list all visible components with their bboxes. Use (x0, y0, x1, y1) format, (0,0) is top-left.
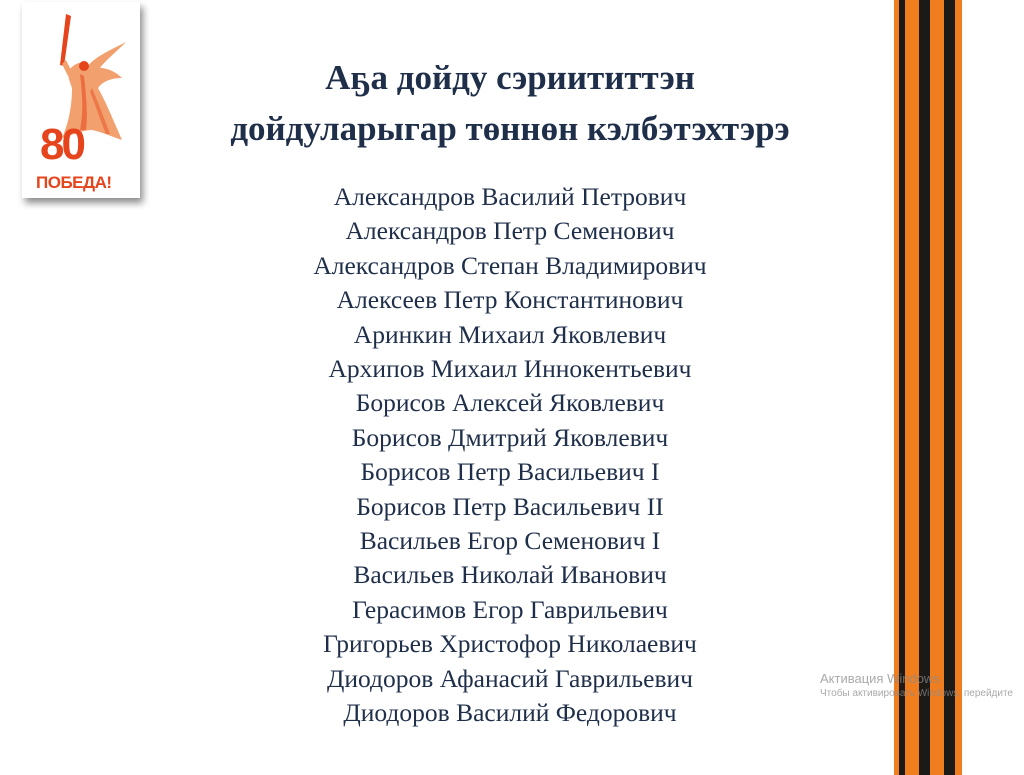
list-item: Борисов Петр Васильевич I (360, 457, 660, 487)
list-item: Аринкин Михаил Яковлевич (353, 319, 667, 349)
list-item: Васильев Егор Семенович I (359, 526, 661, 556)
windows-activation-watermark (820, 670, 1024, 701)
list-item: Диодоров Афанасий Гаврильевич (327, 663, 693, 693)
list-item: Диодоров Василий Федорович (343, 698, 677, 728)
st-george-ribbon (894, 0, 962, 775)
title-line-1: Аҕа дойду сэриититтэн (325, 58, 695, 97)
page-title (170, 52, 850, 154)
list-item: Григорьев Христофор Николаевич (323, 629, 697, 659)
names-list (230, 180, 790, 731)
list-item: Алексеев Петр Константинович (336, 285, 684, 315)
list-item: Александров Степан Владимирович (313, 250, 707, 280)
list-item: Александров Петр Семенович (345, 216, 675, 246)
ribbon-edge-left (894, 0, 899, 775)
list-item: Архипов Михаил Иннокентьевич (328, 354, 692, 384)
victory-80-logo (22, 2, 140, 198)
list-item: Васильев Николай Иванович (353, 560, 667, 590)
list-item: Борисов Петр Васильевич II (356, 491, 664, 521)
list-item: Герасимов Егор Гаврильевич (352, 594, 668, 624)
list-item: Борисов Дмитрий Яковлевич (351, 422, 669, 452)
title-line-2: дойдуларыгар төннөн кэлбэтэхтэрэ (230, 109, 790, 148)
logo-number: 80 (40, 120, 83, 169)
logo-word: ПОБЕДА! (36, 173, 112, 192)
list-item: Борисов Алексей Яковлевич (355, 388, 665, 418)
ribbon-edge-right (957, 0, 962, 775)
list-item: Александров Василий Петрович (333, 182, 687, 211)
activation-title: Активация Windows (820, 671, 940, 686)
activation-subtitle: Чтобы активировать Windows, перейдите (820, 688, 1013, 699)
